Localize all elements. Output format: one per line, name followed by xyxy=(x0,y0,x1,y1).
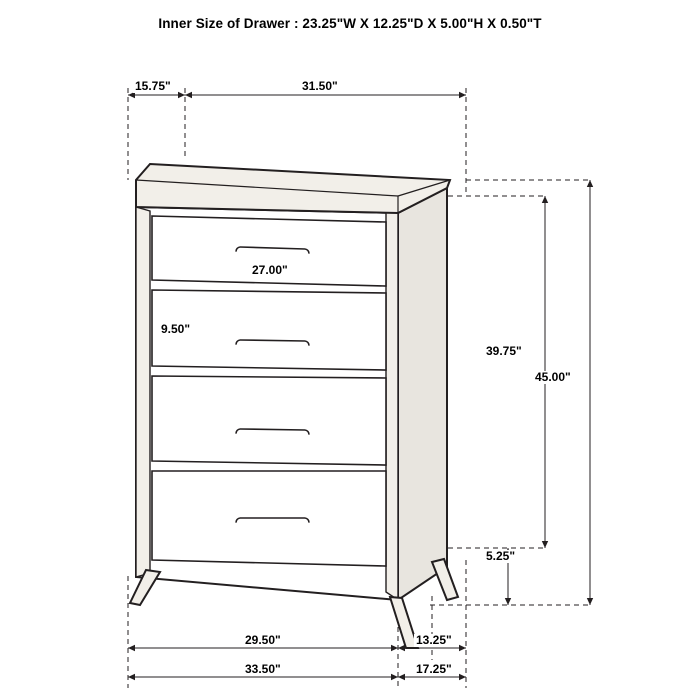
leg-back-right xyxy=(432,559,458,600)
dim-total-depth: 17.25" xyxy=(416,662,452,676)
dim-base-total-width: 33.50" xyxy=(245,662,281,676)
chest-side-panel xyxy=(398,188,447,600)
leg-front-left xyxy=(130,570,160,605)
dim-leg-height: 5.25" xyxy=(486,549,516,563)
dim-top-width: 31.50" xyxy=(302,79,338,93)
dim-total-height: 45.00" xyxy=(535,370,571,384)
chest-left-edge xyxy=(136,207,150,577)
drawer-front-3 xyxy=(152,376,386,465)
chest-right-edge xyxy=(386,212,398,600)
dim-base-front-width: 29.50" xyxy=(245,633,281,647)
chest-top-surface xyxy=(136,164,450,213)
dim-cabinet-height: 39.75" xyxy=(486,344,522,358)
dim-top-depth: 15.75" xyxy=(135,79,171,93)
page-title: Inner Size of Drawer : 23.25"W X 12.25"D X 5.00"H X 0.50"T xyxy=(158,16,542,31)
dim-drawer-height: 9.50" xyxy=(161,322,191,336)
chest-illustration xyxy=(130,164,458,648)
dim-drawer-width: 27.00" xyxy=(252,263,288,277)
dim-base-side-depth: 13.25" xyxy=(416,633,452,647)
